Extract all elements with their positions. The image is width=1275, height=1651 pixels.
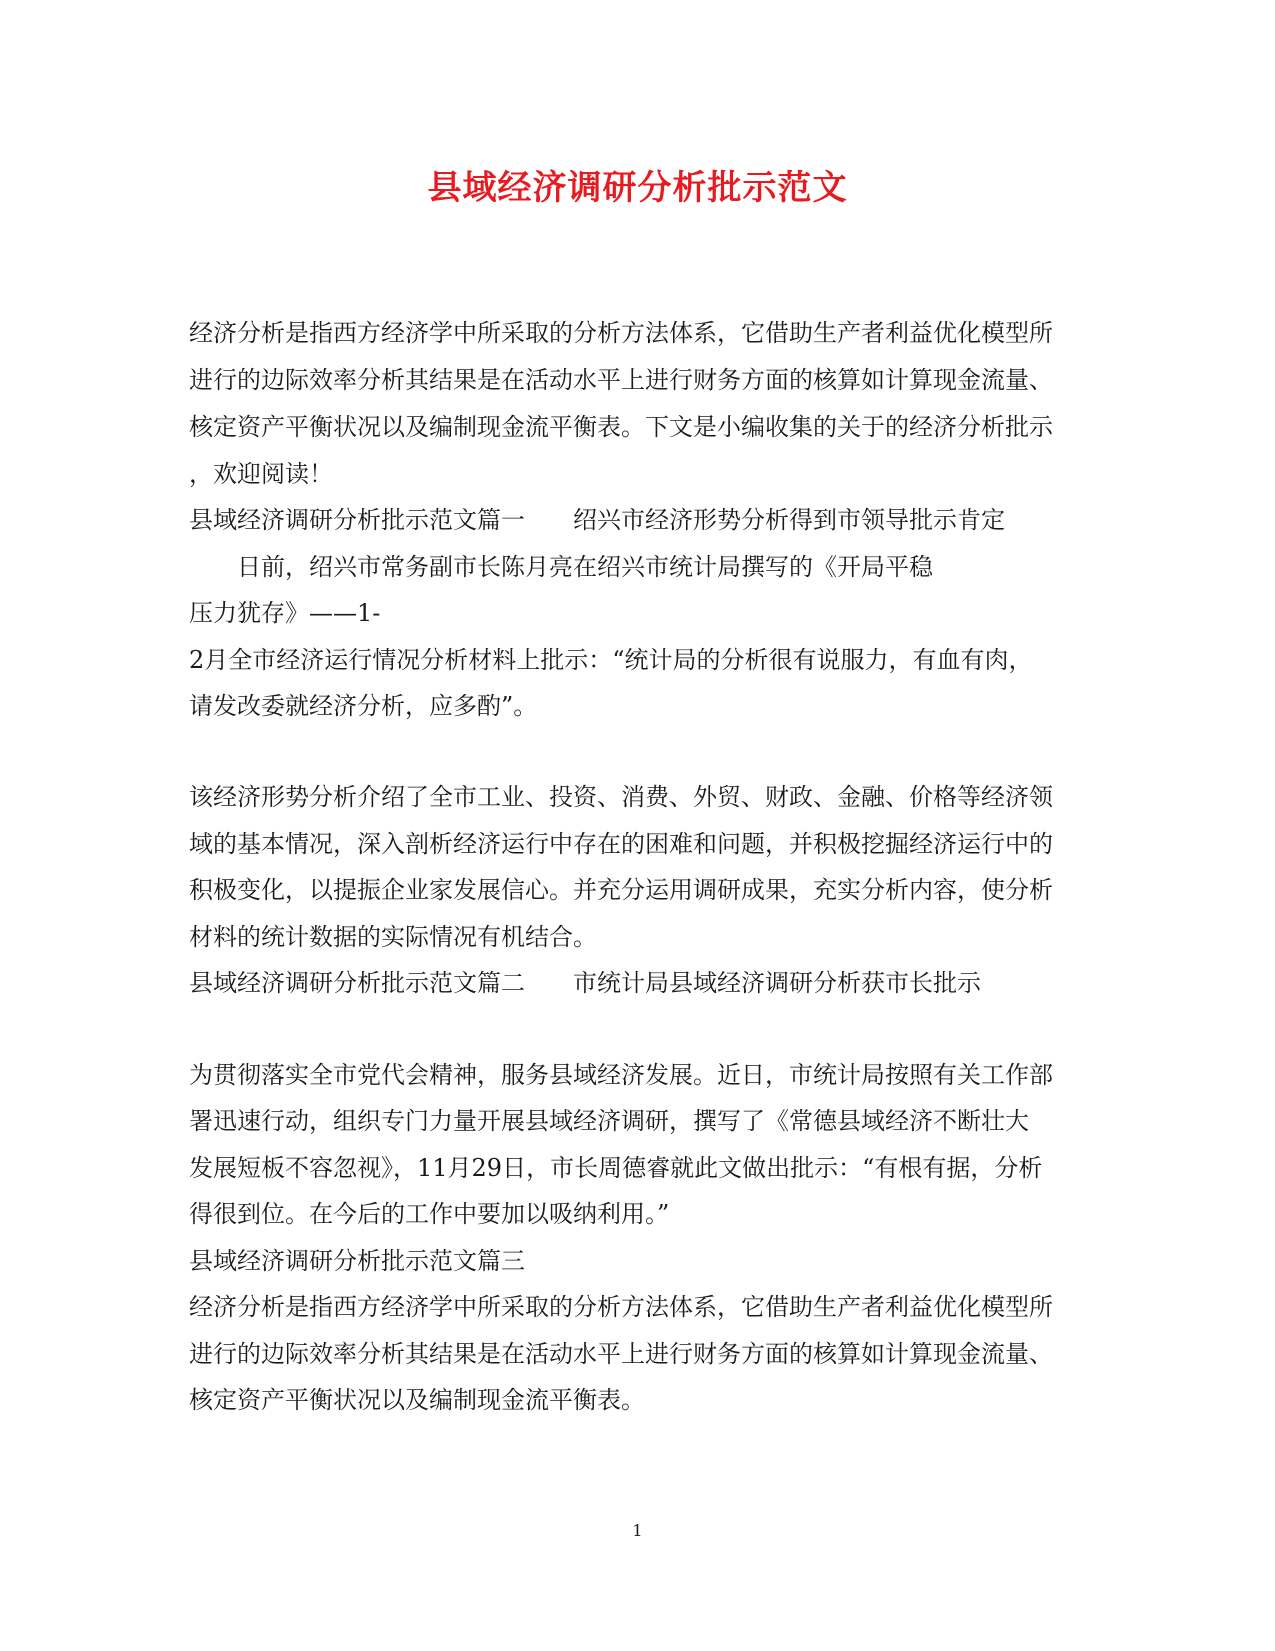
paragraph-line: 压力犹存》——1- [189,599,381,627]
section-heading-2 [189,968,981,998]
paragraph-line: 进行的边际效率分析其结果是在活动水平上进行财务方面的核算如计算现金流量、 [189,366,1053,394]
paragraph-line: 为贯彻落实全市党代会精神，服务县域经济发展。近日，市统计局按照有关工作部 [189,1061,1053,1089]
section-heading-2-subtitle: 市统计局县域经济调研分析获市长批示 [573,969,981,997]
paragraph-line: 材料的统计数据的实际情况有机结合。 [189,923,597,951]
paragraph-line: 署迅速行动，组织专门力量开展县域经济调研，撰写了《常德县域经济不断壮大 [189,1107,1029,1135]
section-heading-1 [189,505,1005,535]
section-heading-1-title: 县域经济调研分析批示范文篇一 [189,506,525,534]
section-heading-3: 县域经济调研分析批示范文篇三 [189,1247,525,1275]
paragraph-line-text: 日前，绍兴市常务副市长陈月亮在绍兴市统计局撰写的《开局平稳 [237,553,933,581]
paragraph-line: 请发改委就经济分析，应多酌”。 [189,692,538,720]
paragraph-line: 得很到位。在今后的工作中要加以吸纳利用。” [189,1200,670,1228]
section-heading-2-title: 县域经济调研分析批示范文篇二 [189,969,525,997]
page-number: 1 [632,1521,643,1540]
paragraph-line: 域的基本情况，深入剖析经济运行中存在的困难和问题，并积极挖掘经济运行中的 [189,830,1053,858]
paragraph-line: 经济分析是指西方经济学中所采取的分析方法体系，它借助生产者利益优化模型所 [189,319,1053,347]
paragraph-line: 发展短板不容忽视》，11月29日，市长周德睿就此文做出批示：“有根有据，分析 [189,1154,1043,1182]
paragraph-line: 核定资产平衡状况以及编制现金流平衡表。 [189,1386,645,1414]
paragraph-line: ，欢迎阅读！ [189,460,333,488]
paragraph-line: 经济分析是指西方经济学中所采取的分析方法体系，它借助生产者利益优化模型所 [189,1293,1053,1321]
paragraph-line [189,552,933,582]
paragraph-line: 该经济形势分析介绍了全市工业、投资、消费、外贸、财政、金融、价格等经济领 [189,783,1053,811]
paragraph-line: 核定资产平衡状况以及编制现金流平衡表。下文是小编收集的关于的经济分析批示 [189,413,1053,441]
paragraph-line: 2月全市经济运行情况分析材料上批示：“统计局的分析很有说服力，有血有肉， [189,646,1033,674]
paragraph-line: 进行的边际效率分析其结果是在活动水平上进行财务方面的核算如计算现金流量、 [189,1340,1053,1368]
paragraph-line: 积极变化，以提振企业家发展信心。并充分运用调研成果，充实分析内容，使分析 [189,876,1053,904]
document-title: 县域经济调研分析批示范文 [427,168,848,208]
section-heading-1-subtitle: 绍兴市经济形势分析得到市领导批示肯定 [573,506,1005,534]
